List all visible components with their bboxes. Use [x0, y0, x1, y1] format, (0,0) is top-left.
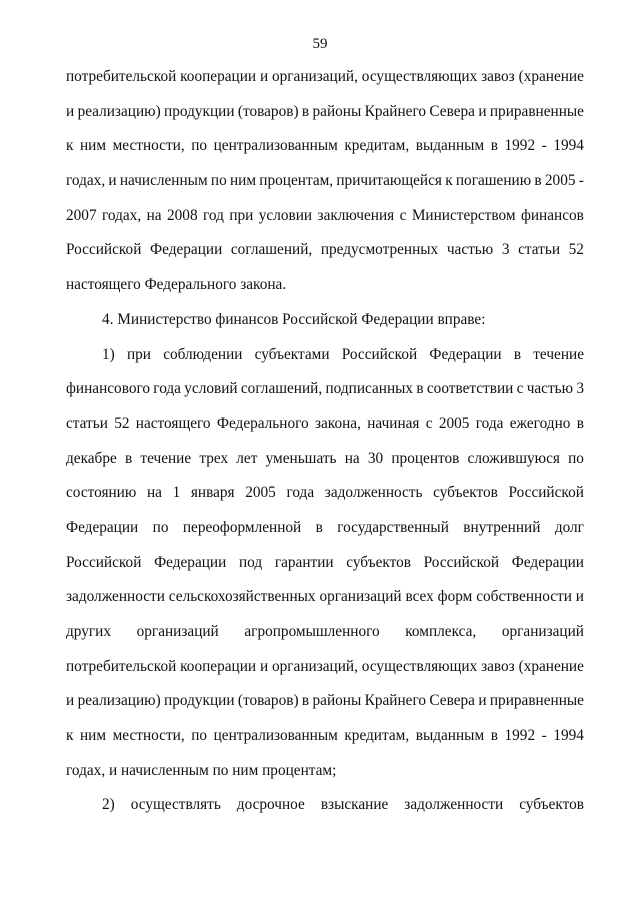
word: (товаров): [237, 692, 299, 710]
word: Российской: [66, 241, 142, 259]
word: гарантии: [274, 553, 334, 571]
text-line: [66, 511, 584, 546]
word: и: [66, 692, 75, 710]
word: собственности: [476, 588, 572, 606]
word: Крайнего: [364, 692, 427, 710]
word: Министерством: [411, 206, 516, 224]
word: процентов: [391, 449, 460, 467]
word: ним: [229, 172, 257, 190]
word: статьи: [66, 414, 108, 432]
word: субъектов: [433, 484, 498, 502]
word: в: [490, 727, 498, 745]
word: 1994: [553, 137, 584, 155]
word: выданным: [415, 137, 485, 155]
word: долг: [554, 518, 584, 536]
word: форм: [437, 588, 473, 606]
word: взыскание: [320, 796, 389, 814]
word: всех: [405, 588, 434, 606]
word: процентам,: [259, 172, 334, 190]
text-line: [66, 442, 584, 477]
word: закона,: [314, 414, 361, 432]
word: продукции: [164, 102, 235, 120]
word: кооперации: [180, 657, 257, 675]
word: к: [66, 727, 74, 745]
word: и: [478, 692, 487, 710]
text-line: [66, 372, 584, 407]
word: трех: [199, 449, 229, 467]
text-line: [66, 546, 584, 581]
word: годах,: [66, 172, 106, 190]
word: соблюдении: [163, 345, 243, 363]
word: года: [153, 380, 181, 398]
word: осуществляющих: [361, 68, 478, 85]
word: соглашений,: [230, 241, 313, 259]
word: и: [259, 657, 269, 675]
word: год: [203, 206, 224, 224]
word: погашению: [455, 172, 532, 190]
word: с: [399, 206, 407, 224]
word: Российской: [341, 345, 418, 363]
word: 3: [501, 241, 510, 259]
word: -: [541, 137, 547, 155]
word: -: [578, 172, 584, 190]
word: субъектами: [254, 345, 330, 363]
word: подписанных: [325, 380, 414, 398]
word: годах,: [102, 206, 142, 224]
text-line: [66, 338, 584, 373]
word: 30: [367, 449, 384, 467]
word: настоящего Федерального закона.: [66, 276, 287, 294]
word: 1): [102, 345, 115, 363]
text-line: [66, 233, 584, 268]
word: года: [475, 414, 504, 432]
word: организаций: [501, 623, 584, 640]
word: в: [576, 414, 584, 432]
word: ежегодно: [509, 414, 571, 432]
word: ним: [80, 137, 107, 155]
word: 1994: [553, 727, 584, 745]
word: агропромышленного: [244, 623, 380, 640]
word: комплекса,: [405, 623, 477, 640]
word: и: [108, 172, 117, 190]
word: 52: [568, 241, 584, 259]
word: января: [190, 484, 235, 502]
word: районы: [312, 692, 362, 710]
text-line: [66, 754, 584, 789]
word: частью: [446, 241, 494, 259]
word: Крайнего: [364, 102, 427, 120]
word: -: [541, 727, 547, 745]
word: (хранение: [518, 68, 584, 85]
word: частью: [526, 380, 574, 398]
word: задолженность: [324, 484, 423, 502]
word: приравненные: [489, 692, 584, 710]
document-body: [66, 60, 584, 823]
word: 3: [576, 380, 584, 398]
word: организаций,: [271, 68, 358, 85]
word: годах, и начисленным по ним процентам;: [66, 761, 337, 779]
text-line: [66, 719, 584, 754]
word: и: [259, 68, 269, 85]
text-line: [66, 303, 584, 338]
text-line: [66, 60, 584, 95]
word: соответствии: [426, 380, 514, 398]
word: досрочное: [236, 796, 305, 814]
word: по: [152, 518, 169, 536]
word: приравненные: [489, 102, 584, 120]
word: при: [126, 345, 151, 363]
text-line: [66, 580, 584, 615]
text-line: [66, 407, 584, 442]
word: продукции: [164, 692, 235, 710]
word: сложившуюся: [467, 449, 560, 467]
word: 2008: [167, 206, 198, 224]
word: начиная: [367, 414, 420, 432]
word: местности,: [112, 727, 185, 745]
word: организаций,: [271, 657, 358, 675]
word: Федерального: [216, 414, 309, 432]
word: условии: [258, 206, 313, 224]
word: по: [568, 449, 584, 467]
word: течение: [140, 449, 192, 467]
word: финансов: [520, 206, 584, 224]
word: соглашений,: [240, 380, 323, 398]
word: 2005: [544, 172, 576, 190]
text-line: [66, 268, 584, 303]
word: ним: [80, 727, 107, 745]
word: 2): [102, 796, 115, 814]
word: потребительской: [66, 68, 177, 85]
word: года: [286, 484, 315, 502]
word: финансового: [66, 380, 151, 398]
text-line: [66, 164, 584, 199]
word: уменьшать: [265, 449, 337, 467]
word: настоящего: [135, 414, 211, 432]
word: к: [66, 137, 74, 155]
word: (товаров): [237, 102, 299, 120]
text-line: [66, 650, 584, 685]
word: задолженности: [66, 588, 165, 606]
page-number: 59: [312, 36, 328, 52]
word: переоформленной: [182, 518, 302, 536]
word: предусмотренных: [320, 241, 439, 259]
word: Федерации: [511, 553, 584, 571]
word: по: [191, 137, 208, 155]
word: государственный: [337, 518, 449, 536]
word: Федерации: [66, 518, 139, 536]
word: других: [66, 623, 111, 640]
word: задолженности: [404, 796, 504, 814]
word: 2007: [66, 206, 97, 224]
word: Российской: [508, 484, 584, 502]
word: с: [425, 414, 433, 432]
word: условий: [184, 380, 238, 398]
word: 1: [172, 484, 181, 502]
word: в: [490, 137, 498, 155]
word: в: [301, 692, 310, 710]
word: Федерации: [150, 241, 223, 259]
word: течение: [533, 345, 584, 363]
word: декабре: [66, 449, 117, 467]
word: 4. Министерство финансов Российской Федерации вправе:: [102, 310, 486, 328]
word: организаций: [319, 588, 402, 606]
word: Севера: [429, 102, 475, 120]
word: статьи: [518, 241, 561, 259]
word: в: [416, 380, 424, 398]
text-line: [66, 199, 584, 234]
word: на: [146, 206, 162, 224]
word: в: [513, 345, 522, 363]
word: Российской: [423, 553, 500, 571]
word: Севера: [429, 692, 475, 710]
word: 2005: [438, 414, 470, 432]
word: Российской: [66, 553, 142, 571]
word: по: [210, 172, 227, 190]
word: (хранение: [518, 657, 584, 675]
word: реализацию): [77, 692, 161, 710]
word: внутренний: [463, 518, 541, 536]
word: 1992: [504, 727, 536, 745]
word: к: [445, 172, 453, 190]
word: осуществлять: [130, 796, 221, 814]
text-line: [66, 615, 584, 650]
text-line: [66, 684, 584, 719]
word: осуществляющих: [361, 657, 478, 675]
word: состоянию: [66, 484, 137, 502]
word: Федерации: [429, 345, 502, 363]
word: реализацию): [77, 102, 161, 120]
word: начисленным: [119, 172, 208, 190]
word: в: [315, 518, 323, 536]
text-line: [66, 95, 584, 130]
word: 2005: [245, 484, 276, 502]
word: под: [238, 553, 263, 571]
word: субъектов: [519, 796, 584, 814]
word: централизованным: [213, 727, 338, 745]
word: 1992: [504, 137, 536, 155]
word: кредитам,: [344, 727, 410, 745]
word: при: [229, 206, 254, 224]
word: субъектов: [346, 553, 411, 571]
word: в: [124, 449, 133, 467]
word: организаций: [136, 623, 219, 640]
word: на: [146, 484, 162, 502]
text-line: [66, 129, 584, 164]
word: на: [344, 449, 360, 467]
text-line: [66, 788, 584, 823]
word: лет: [236, 449, 258, 467]
word: потребительской: [66, 657, 177, 675]
word: выданным: [415, 727, 485, 745]
word: централизованным: [213, 137, 338, 155]
word: завоз: [481, 657, 515, 675]
word: и: [478, 102, 487, 120]
word: кооперации: [180, 68, 257, 85]
word: и: [66, 102, 75, 120]
word: местности,: [112, 137, 185, 155]
word: завоз: [481, 68, 515, 85]
word: и: [575, 588, 584, 606]
word: по: [191, 727, 208, 745]
word: заключения: [317, 206, 395, 224]
word: Федерации: [154, 553, 227, 571]
word: сельскохозяйственных: [168, 588, 316, 606]
word: 52: [114, 414, 130, 432]
word: районы: [312, 102, 362, 120]
word: кредитам,: [344, 137, 410, 155]
word: с: [516, 380, 524, 398]
word: в: [534, 172, 542, 190]
text-line: [66, 476, 584, 511]
word: причитающейся: [336, 172, 442, 190]
word: в: [301, 102, 310, 120]
